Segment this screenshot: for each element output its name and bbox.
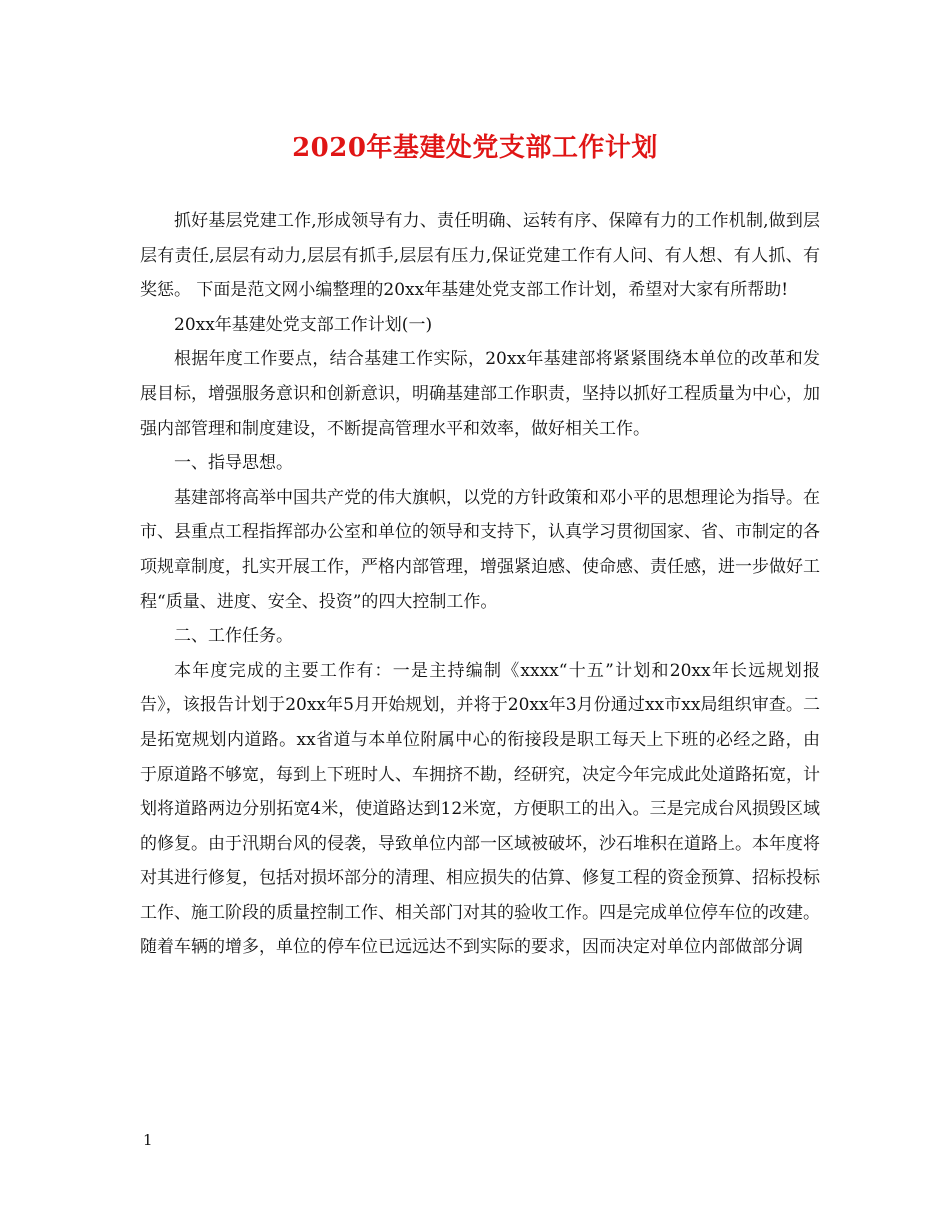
section-heading-plan-one: 20xx年基建处党支部工作计划(一)	[174, 314, 433, 335]
work-tasks-paragraph: 本年度完成的主要工作有：一是主持编制《xxxx“十五”计划和20xx年长远规划报告》，该报告计划于20xx年5月开始规划，并将于20xx年3月份通过xx市xx局组织审查。二是拓宽规划内道路。xx省道与本单位附属中心的衔接段是职工每天上下班的必经之路，由于原道路不够宽，每到上下班时人、车拥挤不勘，经研究，决定今年完成此处道路拓宽，计划将道路两边分别拓宽4米，使道路达到12米宽，方便职工的出入。三是完成台风损毁区域的修复。由于汛期台风的侵袭，导致单位内部一区域被破坏，沙石堆积在道路上。本年度将对其进行修复，包括对损坏部分的清理、相应损失的估算、修复工程的资金预算、招标投标工作、施工阶段的质量控制工作、相关部门对其的验收工作。四是完成单位停车位的改建。随着车辆的增多，单位的停车位已远远达不到实际的要求，因而决定对单位内部做部分调	[140, 660, 820, 958]
guiding-thought-paragraph: 基建部将高举中国共产党的伟大旗帜，以党的方针政策和邓小平的思想理论为指导。在市、县重点工程指挥部办公室和单位的领导和支持下，认真学习贯彻国家、省、市制定的各项规章制度，扎实开展工作，严格内部管理，增强紧迫感、使命感、责任感，进一步做好工程“质量、进度、安全、投资”的四大控制工作。	[140, 487, 820, 612]
intro-paragraph: 抓好基层党建工作,形成领导有力、责任明确、运转有序、保障有力的工作机制,做到层层有责任,层层有动力,层层有抓手,层层有压力,保证党建工作有人问、有人想、有人抓、有奖惩。 下面是范文网小编整理的20xx年基建处党支部工作计划，希望对大家有所帮助!	[140, 211, 820, 301]
overview-paragraph: 根据年度工作要点，结合基建工作实际，20xx年基建部将紧紧围绕本单位的改革和发展目标，增强服务意识和创新意识，明确基建部工作职责，坚持以抓好工程质量为中心，加强内部管理和制度建设，不断提高管理水平和效率，做好相关工作。	[140, 349, 820, 439]
section-heading-guiding-thought: 一、指导思想。	[174, 453, 293, 474]
page-number: 1	[143, 1131, 153, 1149]
section-heading-work-tasks: 二、工作任务。	[174, 626, 293, 647]
document-title: 2020年基建处党支部工作计划	[292, 133, 658, 163]
document-body	[140, 204, 820, 965]
